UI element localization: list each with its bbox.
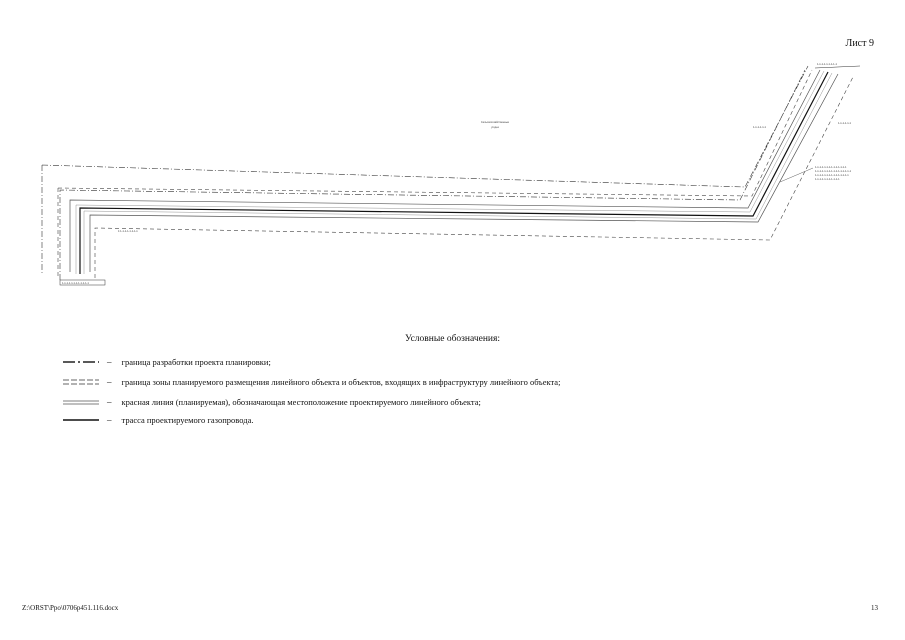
page-number: 13	[871, 604, 878, 612]
legend-text: трасса проектируемого газопровода.	[121, 415, 254, 425]
sheet-label: Лист 9	[845, 38, 874, 49]
legend-dash: –	[107, 357, 112, 367]
red-line-planned	[70, 70, 838, 272]
legend-title: Условные обозначения:	[404, 334, 500, 344]
legend-dash: –	[107, 377, 112, 387]
label-bottom-left: 1-1-1-1-1-1-1-1-1-1-1-1	[62, 282, 89, 285]
legend-text: граница разработки проекта планировки;	[121, 357, 271, 367]
annotation-line-2: 1-1-1-1-1-1-1-1-1-1-1-1-1-1-1-1	[815, 170, 852, 173]
site-label-line-1: Сельскохозяйственные	[480, 121, 510, 124]
annotation-leader	[780, 168, 813, 182]
legend-item-red-line	[63, 395, 481, 409]
legend-item-gas-pipeline	[63, 413, 253, 427]
legend-dash: –	[107, 397, 112, 407]
legend-gas-pipeline-symbol	[63, 415, 99, 425]
gas-pipeline-route	[80, 72, 828, 274]
site-label-line-2: угодья	[491, 126, 499, 129]
legend-planning-boundary-symbol	[63, 357, 99, 367]
legend-red-line-symbol	[63, 397, 99, 407]
top-right-leader	[815, 66, 860, 68]
footer-file-path: Z:\ORST\Ppo\0706p451.116.docx	[22, 604, 119, 612]
annotation-line-4: 1-1-1-1-1-1-1-1-1-1-1	[815, 178, 840, 181]
legend-zone-boundary-symbol	[63, 377, 99, 387]
legend-dash: –	[107, 415, 112, 425]
legend-item-zone-boundary	[63, 375, 560, 389]
label-right-2: 1-1-1-1-1-1	[838, 122, 851, 125]
annotation-line-3: 1-1-1-1-1-1-1-1-1-1-1-1-1-1-1	[815, 174, 849, 177]
legend-text: красная линия (планируемая), обозначающая местоположение проектируемого линейного объекта;	[121, 397, 481, 407]
label-mid-left: 1:1-1-1-1-1-1-1-1	[118, 230, 138, 233]
label-top-right: 1-1-1-1-1-1-1-1-1	[817, 63, 837, 66]
route-parallel-lines	[76, 71, 832, 274]
label-right-1: 1-1-1-1-1-1	[753, 126, 766, 129]
legend-text: граница зоны планируемого размещения линейного объекта и объектов, входящих в инфраструктуру линейного объекта;	[121, 377, 561, 387]
annotation-line-1: 1-1-1-1-1-1-1-1-1-1-1-1-1-1	[815, 166, 847, 169]
zone-boundary-line	[58, 70, 853, 278]
legend-item-planning-boundary	[63, 355, 271, 369]
planning-boundary-line	[42, 66, 808, 280]
